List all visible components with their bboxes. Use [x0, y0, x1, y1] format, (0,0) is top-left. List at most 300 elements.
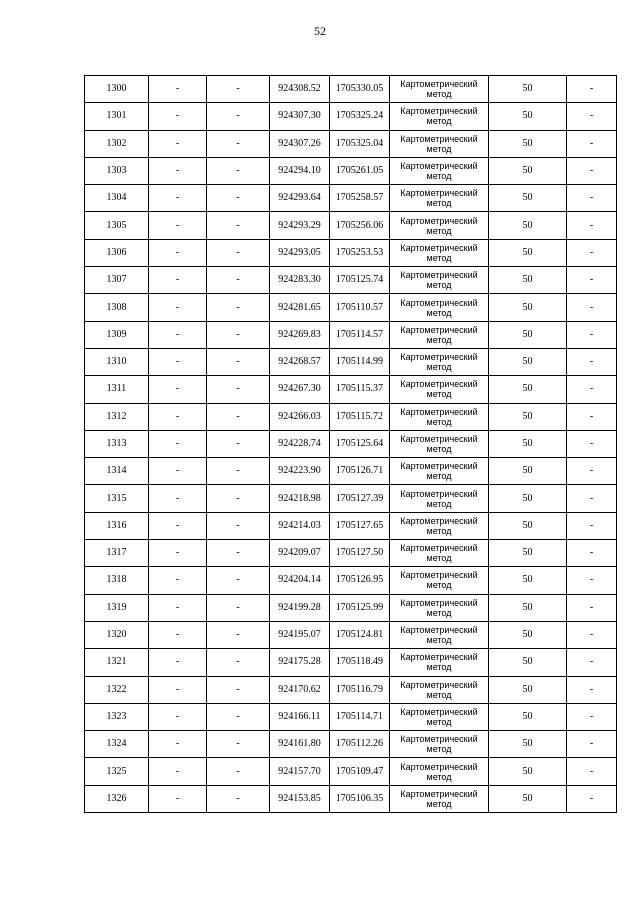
method-text: Картометрический	[400, 270, 478, 281]
accuracy-cell: 50	[489, 649, 567, 676]
point-number-cell: 1301	[85, 103, 149, 130]
method-text: Картометрический	[400, 188, 478, 199]
method-cell	[390, 321, 489, 348]
point-number-cell: 1319	[85, 594, 149, 621]
note-cell: -	[567, 649, 617, 676]
coordinates-table	[84, 75, 617, 813]
accuracy-cell: 50	[489, 267, 567, 294]
method-text: метод	[426, 362, 452, 373]
note-cell: -	[567, 185, 617, 212]
y-coordinate-cell: 1705127.50	[330, 540, 390, 567]
y-coordinate-cell: 1705125.99	[330, 594, 390, 621]
x-coordinate-cell: 924266.03	[270, 403, 330, 430]
x-coordinate-cell: 924161.80	[270, 731, 330, 758]
method-text: Картометрический	[400, 570, 478, 581]
accuracy-cell: 50	[489, 703, 567, 730]
empty-value-cell: -	[149, 157, 207, 184]
y-coordinate-cell: 1705114.71	[330, 703, 390, 730]
point-number-cell: 1304	[85, 185, 149, 212]
method-text: метод	[426, 525, 452, 536]
y-coordinate-cell: 1705115.37	[330, 376, 390, 403]
method-text: Картометрический	[400, 597, 478, 608]
method-text: Картометрический	[400, 461, 478, 472]
empty-value-cell: -	[149, 185, 207, 212]
note-cell: -	[567, 239, 617, 266]
note-cell: -	[567, 540, 617, 567]
x-coordinate-cell: 924269.83	[270, 321, 330, 348]
y-coordinate-cell: 1705330.05	[330, 76, 390, 103]
method-cell	[390, 540, 489, 567]
method-text: метод	[426, 225, 452, 236]
method-text: метод	[426, 89, 452, 100]
table-row	[85, 649, 617, 676]
method-cell	[390, 567, 489, 594]
empty-value-cell: -	[207, 785, 270, 812]
point-number-cell: 1322	[85, 676, 149, 703]
empty-value-cell: -	[207, 239, 270, 266]
method-text: Картометрический	[400, 79, 478, 90]
note-cell: -	[567, 594, 617, 621]
x-coordinate-cell: 924268.57	[270, 348, 330, 375]
table-row	[85, 512, 617, 539]
method-cell	[390, 703, 489, 730]
table-row	[85, 676, 617, 703]
accuracy-cell: 50	[489, 348, 567, 375]
empty-value-cell: -	[149, 649, 207, 676]
method-text: метод	[426, 280, 452, 291]
empty-value-cell: -	[149, 403, 207, 430]
empty-value-cell: -	[149, 512, 207, 539]
empty-value-cell: -	[207, 76, 270, 103]
method-cell	[390, 267, 489, 294]
y-coordinate-cell: 1705106.35	[330, 785, 390, 812]
note-cell: -	[567, 731, 617, 758]
method-text: метод	[426, 444, 452, 454]
note-cell: -	[567, 703, 617, 730]
accuracy-cell: 50	[489, 103, 567, 130]
method-cell	[390, 212, 489, 239]
method-cell	[390, 103, 489, 130]
empty-value-cell: -	[149, 348, 207, 375]
table-row	[85, 458, 617, 485]
x-coordinate-cell: 924308.52	[270, 76, 330, 103]
point-number-cell: 1311	[85, 376, 149, 403]
note-cell: -	[567, 212, 617, 239]
empty-value-cell: -	[207, 621, 270, 648]
method-cell	[390, 785, 489, 812]
note-cell: -	[567, 267, 617, 294]
point-number-cell: 1309	[85, 321, 149, 348]
empty-value-cell: -	[207, 594, 270, 621]
empty-value-cell: -	[149, 676, 207, 703]
empty-value-cell: -	[207, 376, 270, 403]
method-text: Картометрический	[400, 515, 478, 526]
note-cell: -	[567, 485, 617, 512]
table-row	[85, 621, 617, 648]
method-text: метод	[426, 171, 452, 182]
y-coordinate-cell: 1705124.81	[330, 621, 390, 648]
method-cell	[390, 649, 489, 676]
method-text: метод	[426, 498, 452, 509]
empty-value-cell: -	[149, 621, 207, 648]
accuracy-cell: 50	[489, 731, 567, 758]
accuracy-cell: 50	[489, 567, 567, 594]
note-cell: -	[567, 376, 617, 403]
table-row	[85, 540, 617, 567]
x-coordinate-cell: 924223.90	[270, 458, 330, 485]
method-text: Картометрический	[400, 242, 478, 253]
point-number-cell: 1302	[85, 130, 149, 157]
method-text: Картометрический	[400, 406, 478, 417]
note-cell: -	[567, 157, 617, 184]
point-number-cell: 1323	[85, 703, 149, 730]
y-coordinate-cell: 1705256.06	[330, 212, 390, 239]
method-text: метод	[426, 553, 452, 564]
method-text: метод	[426, 798, 452, 809]
accuracy-cell: 50	[489, 212, 567, 239]
method-text: Картометрический	[400, 625, 478, 636]
table-row	[85, 403, 617, 430]
x-coordinate-cell: 924218.98	[270, 485, 330, 512]
y-coordinate-cell: 1705127.39	[330, 485, 390, 512]
table-row	[85, 594, 617, 621]
note-cell: -	[567, 458, 617, 485]
empty-value-cell: -	[207, 403, 270, 430]
empty-value-cell: -	[207, 758, 270, 785]
y-coordinate-cell: 1705114.57	[330, 321, 390, 348]
table-row	[85, 785, 617, 812]
empty-value-cell: -	[149, 731, 207, 758]
point-number-cell: 1308	[85, 294, 149, 321]
table-row	[85, 758, 617, 785]
empty-value-cell: -	[149, 239, 207, 266]
y-coordinate-cell: 1705114.99	[330, 348, 390, 375]
table-row	[85, 130, 617, 157]
x-coordinate-cell: 924293.64	[270, 185, 330, 212]
accuracy-cell: 50	[489, 130, 567, 157]
method-cell	[390, 512, 489, 539]
note-cell: -	[567, 321, 617, 348]
table-row	[85, 103, 617, 130]
method-cell	[390, 485, 489, 512]
accuracy-cell: 50	[489, 239, 567, 266]
point-number-cell: 1317	[85, 540, 149, 567]
method-text: Картометрический	[400, 133, 478, 144]
note-cell: -	[567, 103, 617, 130]
accuracy-cell: 50	[489, 676, 567, 703]
x-coordinate-cell: 924283.30	[270, 267, 330, 294]
note-cell: -	[567, 567, 617, 594]
accuracy-cell: 50	[489, 621, 567, 648]
point-number-cell: 1320	[85, 621, 149, 648]
y-coordinate-cell: 1705126.71	[330, 458, 390, 485]
method-text: Картометрический	[400, 679, 478, 690]
method-text: метод	[426, 416, 452, 427]
x-coordinate-cell: 924214.03	[270, 512, 330, 539]
empty-value-cell: -	[207, 567, 270, 594]
point-number-cell: 1324	[85, 731, 149, 758]
empty-value-cell: -	[149, 594, 207, 621]
point-number-cell: 1318	[85, 567, 149, 594]
y-coordinate-cell: 1705325.04	[330, 130, 390, 157]
point-number-cell: 1325	[85, 758, 149, 785]
x-coordinate-cell: 924170.62	[270, 676, 330, 703]
y-coordinate-cell: 1705261.05	[330, 157, 390, 184]
y-coordinate-cell: 1705112.26	[330, 731, 390, 758]
table-row	[85, 157, 617, 184]
x-coordinate-cell: 924293.05	[270, 239, 330, 266]
empty-value-cell: -	[207, 676, 270, 703]
method-text: метод	[426, 252, 452, 263]
method-text: метод	[426, 143, 452, 154]
x-coordinate-cell: 924204.14	[270, 567, 330, 594]
method-text: Картометрический	[400, 652, 478, 663]
method-text: метод	[426, 389, 452, 400]
empty-value-cell: -	[149, 294, 207, 321]
method-text: метод	[426, 334, 452, 345]
x-coordinate-cell: 924166.11	[270, 703, 330, 730]
point-number-cell: 1303	[85, 157, 149, 184]
empty-value-cell: -	[207, 103, 270, 130]
empty-value-cell: -	[149, 785, 207, 812]
method-text: метод	[426, 580, 452, 591]
note-cell: -	[567, 785, 617, 812]
table-row	[85, 731, 617, 758]
method-text: Картометрический	[400, 324, 478, 335]
empty-value-cell: -	[149, 212, 207, 239]
empty-value-cell: -	[207, 430, 270, 457]
method-text: Картометрический	[400, 379, 478, 390]
method-cell	[390, 130, 489, 157]
method-text: метод	[426, 771, 452, 782]
accuracy-cell: 50	[489, 376, 567, 403]
method-cell	[390, 594, 489, 621]
table-row	[85, 485, 617, 512]
accuracy-cell: 50	[489, 758, 567, 785]
method-cell	[390, 758, 489, 785]
empty-value-cell: -	[149, 540, 207, 567]
method-cell	[390, 348, 489, 375]
method-text: метод	[426, 662, 452, 673]
empty-value-cell: -	[207, 294, 270, 321]
method-text: Картометрический	[400, 788, 478, 799]
table-row	[85, 185, 617, 212]
note-cell: -	[567, 758, 617, 785]
table-row	[85, 76, 617, 103]
table-row	[85, 348, 617, 375]
x-coordinate-cell: 924293.29	[270, 212, 330, 239]
method-text: метод	[426, 471, 452, 482]
accuracy-cell: 50	[489, 403, 567, 430]
method-text: Картометрический	[400, 106, 478, 117]
x-coordinate-cell: 924281.65	[270, 294, 330, 321]
point-number-cell: 1326	[85, 785, 149, 812]
page-number: 52	[314, 24, 326, 38]
empty-value-cell: -	[149, 430, 207, 457]
point-number-cell: 1306	[85, 239, 149, 266]
method-text: Картометрический	[400, 734, 478, 745]
method-text: метод	[426, 307, 452, 318]
note-cell: -	[567, 621, 617, 648]
point-number-cell: 1310	[85, 348, 149, 375]
accuracy-cell: 50	[489, 512, 567, 539]
y-coordinate-cell: 1705109.47	[330, 758, 390, 785]
x-coordinate-cell: 924199.28	[270, 594, 330, 621]
table-row	[85, 294, 617, 321]
method-text: метод	[426, 635, 452, 646]
note-cell: -	[567, 676, 617, 703]
y-coordinate-cell: 1705116.79	[330, 676, 390, 703]
method-text: Картометрический	[400, 488, 478, 499]
point-number-cell: 1312	[85, 403, 149, 430]
x-coordinate-cell: 924157.70	[270, 758, 330, 785]
empty-value-cell: -	[149, 267, 207, 294]
point-number-cell: 1314	[85, 458, 149, 485]
table-row	[85, 376, 617, 403]
empty-value-cell: -	[207, 512, 270, 539]
note-cell: -	[567, 430, 617, 457]
method-text: метод	[426, 744, 452, 755]
method-text: Картометрический	[400, 215, 478, 226]
x-coordinate-cell: 924294.10	[270, 157, 330, 184]
method-cell	[390, 376, 489, 403]
empty-value-cell: -	[207, 458, 270, 485]
method-text: Картометрический	[400, 161, 478, 172]
accuracy-cell: 50	[489, 185, 567, 212]
method-cell	[390, 731, 489, 758]
empty-value-cell: -	[149, 703, 207, 730]
note-cell: -	[567, 403, 617, 430]
method-text: метод	[426, 689, 452, 700]
empty-value-cell: -	[149, 485, 207, 512]
empty-value-cell: -	[149, 458, 207, 485]
table-body	[85, 76, 617, 813]
method-cell	[390, 430, 489, 457]
method-cell	[390, 294, 489, 321]
accuracy-cell: 50	[489, 430, 567, 457]
empty-value-cell: -	[149, 567, 207, 594]
empty-value-cell: -	[149, 758, 207, 785]
method-cell	[390, 403, 489, 430]
note-cell: -	[567, 76, 617, 103]
note-cell: -	[567, 294, 617, 321]
empty-value-cell: -	[207, 649, 270, 676]
accuracy-cell: 50	[489, 321, 567, 348]
table-row	[85, 321, 617, 348]
y-coordinate-cell: 1705127.65	[330, 512, 390, 539]
method-cell	[390, 621, 489, 648]
empty-value-cell: -	[149, 76, 207, 103]
y-coordinate-cell: 1705115.72	[330, 403, 390, 430]
table-row	[85, 430, 617, 457]
empty-value-cell: -	[207, 703, 270, 730]
point-number-cell: 1300	[85, 76, 149, 103]
method-cell	[390, 157, 489, 184]
table-row	[85, 703, 617, 730]
y-coordinate-cell: 1705126.95	[330, 567, 390, 594]
x-coordinate-cell: 924228.74	[270, 430, 330, 457]
method-cell	[390, 185, 489, 212]
x-coordinate-cell: 924267.30	[270, 376, 330, 403]
empty-value-cell: -	[207, 157, 270, 184]
point-number-cell: 1315	[85, 485, 149, 512]
empty-value-cell: -	[149, 103, 207, 130]
method-cell	[390, 239, 489, 266]
note-cell: -	[567, 130, 617, 157]
method-text: Картометрический	[400, 706, 478, 717]
empty-value-cell: -	[207, 348, 270, 375]
x-coordinate-cell: 924209.07	[270, 540, 330, 567]
method-cell	[390, 458, 489, 485]
accuracy-cell: 50	[489, 540, 567, 567]
empty-value-cell: -	[207, 212, 270, 239]
point-number-cell: 1305	[85, 212, 149, 239]
table-row	[85, 267, 617, 294]
method-text: Картометрический	[400, 543, 478, 554]
point-number-cell: 1313	[85, 430, 149, 457]
accuracy-cell: 50	[489, 594, 567, 621]
point-number-cell: 1307	[85, 267, 149, 294]
empty-value-cell: -	[149, 376, 207, 403]
note-cell: -	[567, 512, 617, 539]
x-coordinate-cell: 924153.85	[270, 785, 330, 812]
empty-value-cell: -	[149, 321, 207, 348]
table-row	[85, 239, 617, 266]
empty-value-cell: -	[207, 321, 270, 348]
method-text: Картометрический	[400, 434, 478, 444]
empty-value-cell: -	[207, 731, 270, 758]
method-text: метод	[426, 198, 452, 209]
empty-value-cell: -	[149, 130, 207, 157]
empty-value-cell: -	[207, 130, 270, 157]
x-coordinate-cell: 924307.30	[270, 103, 330, 130]
y-coordinate-cell: 1705125.74	[330, 267, 390, 294]
empty-value-cell: -	[207, 485, 270, 512]
accuracy-cell: 50	[489, 485, 567, 512]
method-text: Картометрический	[400, 352, 478, 363]
y-coordinate-cell: 1705118.49	[330, 649, 390, 676]
x-coordinate-cell: 924175.28	[270, 649, 330, 676]
x-coordinate-cell: 924195.07	[270, 621, 330, 648]
method-text: метод	[426, 116, 452, 127]
accuracy-cell: 50	[489, 785, 567, 812]
y-coordinate-cell: 1705110.57	[330, 294, 390, 321]
method-text: Картометрический	[400, 761, 478, 772]
note-cell: -	[567, 348, 617, 375]
method-cell	[390, 76, 489, 103]
point-number-cell: 1321	[85, 649, 149, 676]
empty-value-cell: -	[207, 267, 270, 294]
accuracy-cell: 50	[489, 157, 567, 184]
accuracy-cell: 50	[489, 76, 567, 103]
accuracy-cell: 50	[489, 458, 567, 485]
method-text: метод	[426, 716, 452, 727]
table-row	[85, 212, 617, 239]
x-coordinate-cell: 924307.26	[270, 130, 330, 157]
empty-value-cell: -	[207, 540, 270, 567]
y-coordinate-cell: 1705125.64	[330, 430, 390, 457]
accuracy-cell: 50	[489, 294, 567, 321]
empty-value-cell: -	[207, 185, 270, 212]
method-text: метод	[426, 607, 452, 618]
y-coordinate-cell: 1705258.57	[330, 185, 390, 212]
point-number-cell: 1316	[85, 512, 149, 539]
table-row	[85, 567, 617, 594]
method-text: Картометрический	[400, 297, 478, 308]
method-cell	[390, 676, 489, 703]
y-coordinate-cell: 1705253.53	[330, 239, 390, 266]
y-coordinate-cell: 1705325.24	[330, 103, 390, 130]
